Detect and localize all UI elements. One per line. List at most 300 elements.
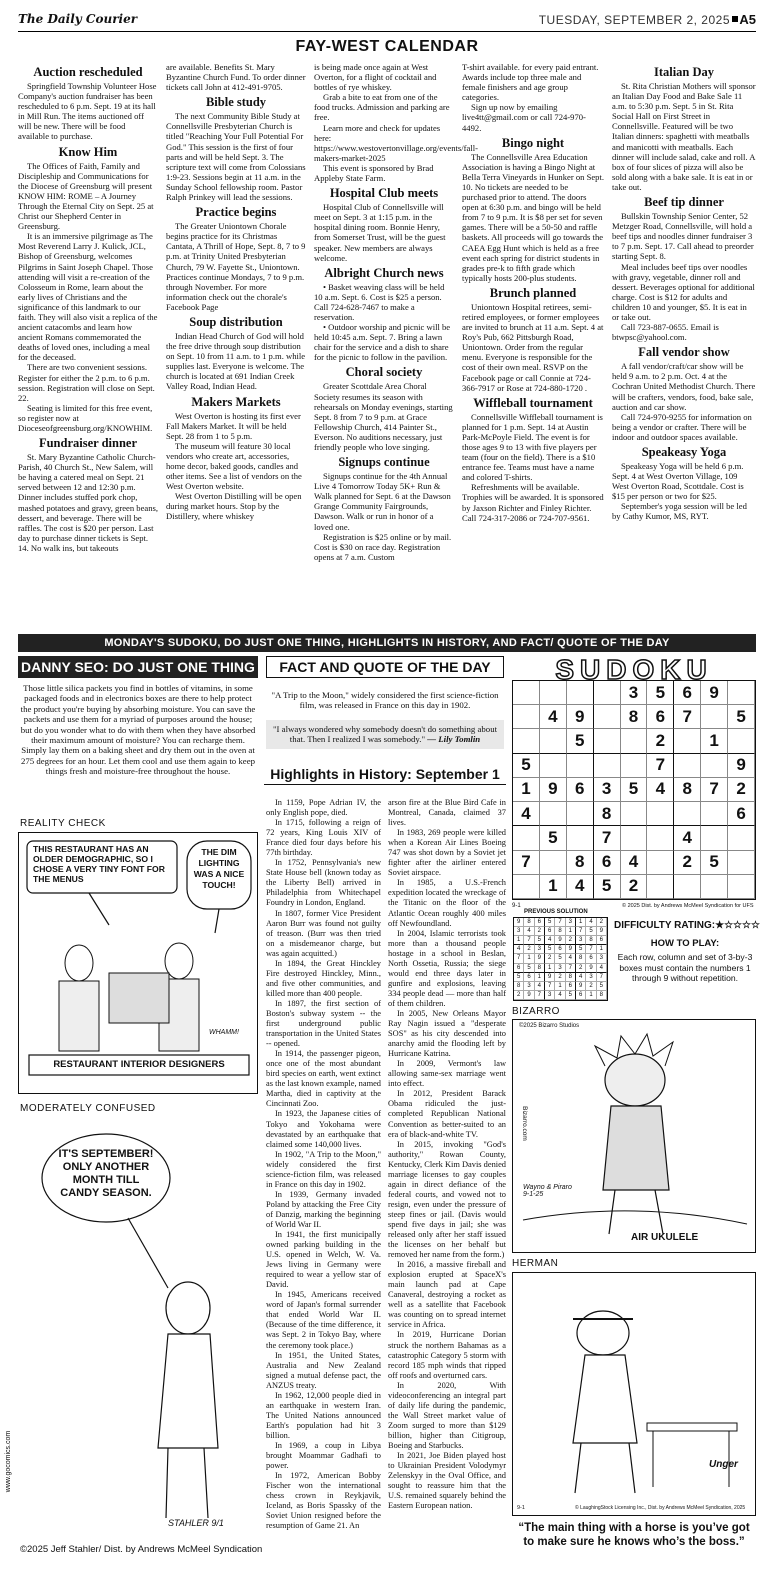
sudoku-cell[interactable]: 3 [594,778,621,802]
solution-cell: 9 [586,964,596,973]
solution-cell: 2 [597,918,607,927]
calendar-heading: Know Him [58,144,118,159]
sudoku-cell[interactable] [594,729,621,753]
calendar-paragraph: September's yoga session will be led by Cathy Kumor, MS, RYT. [612,501,747,522]
calendar-paragraph: Hospital Club of Connellsville will meet on Sept. 3 at 1:15 p.m. in the hospital dining room. Bonnie Henry, from Somerset Trust, will be the guest speaker. New members are always welcome. [314,202,446,263]
solution-cell: 3 [576,936,586,945]
sudoku-cell[interactable]: 4 [621,851,648,875]
solution-cell: 2 [576,964,586,973]
history-entry: In 1945, Americans received word of Japan's formal surrender that ended World War II. (Because of the time difference, it was Sept. 2 in Tokyo Bay, where the ceremony took place.) [266,1290,381,1350]
calendar-paragraph: Bullskin Township Senior Center, 52 Metzger Road, Connellsville, will hold a beef tips and noodles dinner fundraiser 3 to 7 p.m. Sept. 17. Call ahead to preorder starting Sept. 8. [612,211,754,262]
bizarro-comic [512,1019,756,1253]
reality-check-comic [18,832,258,1094]
moderately-confused-comic [5,1118,258,1540]
calendar-paragraph: Signups continue for the 4th Annual Live 4 Tomorrow Today 5K+ Run & Walk planned for Sept. 6 at the Dawson Grange Community Fairgrounds, Dawson. Walk or run in honor of a loved one. [314,471,451,532]
sudoku-cell[interactable] [674,729,701,753]
bizarro-label: BIZARRO [512,1006,560,1017]
solution-cell: 3 [535,945,545,954]
calendar-paragraph: is being made once again at West Overton, for a flight of cocktail and bottles of rye whiskey. [314,62,437,93]
calendar-paragraph: • Outdoor worship and picnic will be held 10:45 a.m. Sept. 7. Bring a lawn chair for the service and a dish to share for the picnic to follow in the pavilion. [314,322,451,363]
solution-cell: 1 [566,927,576,936]
solution-cell: 2 [514,991,524,1000]
sudoku-cell[interactable]: 9 [540,778,567,802]
sudoku-cell[interactable]: 8 [621,705,648,729]
calendar-paragraph: Speakeasy Yoga will be held 6 p.m. Sept. 4 at West Overton Village, 109 West Overton Road, Scottdale. Cost is $15 per person or two for $25. [612,461,744,502]
solution-cell: 1 [524,954,534,963]
herman-signature: Unger [709,1459,738,1470]
calendar-heading: Wiffleball tournament [473,395,593,410]
sudoku-cell[interactable] [701,875,728,899]
page-number: A5 [739,12,756,27]
calendar-paragraph: The Offices of Faith, Family and Discipleship and Communications for the Diocese of Greensburg will present KNOW HIM: ROME – A Journey Through the Eternal City on Sept. 25 at Christ our Shepherd Center in Greensburg. [18,160,154,232]
calendar-paragraph: Sign up now by emailing live4tt@gmail.com or call 724-970-4492. [462,102,586,133]
herman-caption: “The main thing with a horse is you’ve got to make sure he knows who’s the boss.” [518,1522,750,1548]
difficulty-label: DIFFICULTY RATING: [614,920,716,931]
history-entry: In 1939, Germany invaded Poland by attacking the Free City of Danzig, marking the beginning of World War II. [266,1189,381,1229]
solution-cell: 1 [555,982,565,991]
history-column-1 [266,798,381,1531]
solution-cell: 5 [524,964,534,973]
confused-signature: STAHLER 9/1 [168,1518,224,1528]
sudoku-cell[interactable]: 7 [647,754,674,778]
solution-cell: 9 [555,936,565,945]
sudoku-cell[interactable] [621,729,648,753]
solution-cell: 3 [514,927,524,936]
solution-cell: 3 [586,973,596,982]
sudoku-cell[interactable]: 1 [701,729,728,753]
sudoku-cell[interactable] [567,754,594,778]
solution-cell: 6 [586,954,596,963]
sudoku-cell[interactable] [513,729,540,753]
calendar-heading: Practice begins [195,205,277,220]
sudoku-number: 9-1 [512,903,521,909]
solution-cell: 9 [514,918,524,927]
bizarro-site: Bizarro.com [520,1106,528,1141]
how-to-play-text: Each row, column and set of 3-by-3 boxes must contain the numbers 1 through 9 without repetition. [617,952,753,983]
bizarro-signature: Wayno & Piraro 9-1-25 [523,1184,572,1198]
sudoku-cell[interactable] [621,802,648,826]
calendar-paragraph: Call 723-887-0655. Email is btwpsc@yahool.com. [612,322,719,343]
solution-cell: 7 [535,991,545,1000]
sudoku-cell[interactable] [567,826,594,850]
sudoku-cell[interactable]: 7 [674,705,701,729]
reality-bubble-2: THE DIM LIGHTING WAS A NICE TOUCH! [193,847,245,890]
solution-cell: 2 [535,927,545,936]
history-entry: In 1985, a U.S.-French expedition located the wreckage of the Titanic on the floor of the Atlantic Ocean roughly 400 miles off Newfoundland. [388,878,506,928]
sudoku-cell[interactable] [674,754,701,778]
sudoku-cell[interactable] [513,826,540,850]
solution-cell: 8 [566,973,576,982]
how-to-play-title: HOW TO PLAY: [650,938,720,949]
history-entry: In 1972, American Bobby Fischer won the international chess crown in Reykjavik, Iceland, as Boris Spassky of the Soviet Union resigned before the resumption of Game 21. An [266,1471,381,1531]
solution-cell: 8 [555,927,565,936]
solution-cell: 9 [576,982,586,991]
sudoku-cell[interactable] [647,802,674,826]
confused-credit: ©2025 Jeff Stahler/ Dist. by Andrews McMeel Syndication [20,1544,263,1555]
calendar-heading: Brunch planned [489,285,577,300]
calendar-heading: Choral society [345,365,423,380]
issue-date: TUESDAY, SEPTEMBER 2, 2025 [538,13,730,27]
history-entry: In 2019, Hurricane Dorian struck the northern Bahamas as a catastrophic Category 5 storm with record 185 mph winds that ripped off roofs and overturned cars. [388,1330,506,1380]
solution-cell: 6 [597,936,607,945]
solution-cell: 5 [586,927,596,936]
quote-author: — Lily Tomlin [427,734,481,745]
solution-cell: 8 [535,964,545,973]
sudoku-cell[interactable] [621,826,648,850]
history-entry: In 1941, the first municipally owned parking building in the U.S. opened in Welch, W. Va. Jews living in Germany were required to wear a yellow star of David. [266,1230,381,1290]
calendar-paragraph: Grab a bite to eat from one of the food trucks. Admission and parking are free. [314,92,450,123]
solution-cell: 2 [586,982,596,991]
sudoku-cell[interactable] [567,681,594,705]
calendar-paragraph: The Connellsville Area Education Association is having a Bingo Night at Bella Terra Vineyards in Hunker on Sept. 10. No tickets are needed to be purchased prior to attend. The doors open at 6:30 p.m. and bingo will be held from 7 to 9 p.m. It is $8 per set for seven games. There will be a 50-50 and raffle baskets. All proceeds will go towards the CAEA Egg Hunt which is held as a free event each spring for district students in grades pre-k to fifth grade which typically hosts 200-plus students. [462,151,604,283]
calendar-paragraph: West Overton Distilling will be open during market hours. Stop by the Distillery, where whiskey [166,491,302,522]
sudoku-cell[interactable]: 5 [647,681,674,705]
solution-cell: 6 [555,945,565,954]
solution-cell: 1 [576,918,586,927]
solution-cell: 7 [514,954,524,963]
history-entry: In 1159, Pope Adrian IV, the only English pope, died. [266,798,381,818]
solution-cell: 7 [524,936,534,945]
solution-cell: 5 [566,991,576,1000]
calendar-heading: Signups continue [338,455,430,470]
quote-text: "I always wondered why somebody doesn't do something about that. Then I realized I was somebody." [272,724,498,745]
solution-cell: 1 [535,973,545,982]
solution-cell: 2 [545,954,555,963]
calendar-column-3 [314,62,478,562]
history-entry: In 2015, invoking "God's authority," Rowan County, Kentucky, Clerk Kim Davis denied marriage licenses to gay couples again in direct defiance of the federal courts, and vowed not to resign, even under the pressure of steep fines or jail. (Davis would spend five days in jail; she was released only after her staff issued the licenses on her behalf but removed her name from the form.) [388,1139,506,1260]
sudoku-cell[interactable]: 6 [728,802,755,826]
calendar-heading: Beef tip dinner [644,195,724,210]
sudoku-cell[interactable]: 2 [728,778,755,802]
previous-solution-grid [513,917,608,1001]
sudoku-cell[interactable]: 9 [567,705,594,729]
section-banner: MONDAY'S SUDOKU, DO JUST ONE THING, HIGHLIGHTS IN HISTORY, AND FACT/ QUOTE OF THE DAY [18,634,756,652]
history-entry: In 1969, a coup in Libya brought Moammar Gadhafi to power. [266,1441,381,1471]
sudoku-cell[interactable]: 4 [647,778,674,802]
calendar-paragraph: Registration is $25 online or by mail. Cost is $30 on race day. Registration opens at 7 a.m. Custom [314,531,452,562]
sudoku-cell[interactable]: 5 [540,826,567,850]
solution-cell: 7 [566,964,576,973]
sudoku-copyright: © 2025 Dist. by Andrews McMeel Syndication for UFS [622,903,754,909]
calendar-paragraph: The museum will feature 30 local vendors who create art, accessories, home decor, baked goods, candles and other items. See a list of vendors on the West Overton website. [166,440,302,492]
calendar-heading: Soup distribution [189,314,283,329]
calendar-paragraph: West Overton is hosting its first ever Fall Makers Market. It will be held Sept. 28 from 1 to 5 p.m. [166,410,301,441]
solution-cell: 4 [555,991,565,1000]
sudoku-cell[interactable]: 6 [647,705,674,729]
history-entry: In 1983, 269 people were killed when a Korean Air Lines Boeing 747 was shot down by a Soviet jet fighter after the airliner entered Soviet airspace. [388,828,506,878]
solution-cell: 7 [586,945,596,954]
solution-cell: 3 [597,954,607,963]
solution-cell: 1 [545,964,555,973]
calendar-paragraph: St. Mary Byzantine Catholic Church-Parish, 40 Church St., New Salem, will be having a catered meal on Sept. 21 served between 12 and 12:30 p.m. Dinner includes stuffed pork chop, mashed potatoes and gravy, green beans, dessert, and beverage. There will be raffles. The cost is $20 per person. Last day to purchase dinner tickets is Sept. 14. No walk ins, but takeouts [18,452,158,553]
solution-cell: 4 [545,936,555,945]
solution-cell: 9 [566,945,576,954]
sudoku-cell[interactable] [701,826,728,850]
sudoku-cell[interactable]: 2 [647,729,674,753]
square-bullet-icon [732,16,738,22]
calendar-paragraph: Call 724-970-9255 for information on being a vendor or crafter. There will be indoor and outdoor spaces available. [612,411,752,442]
sudoku-cell[interactable]: 5 [701,851,728,875]
calendar-column-5 [612,62,756,522]
calendar-paragraph: St. Rita Christian Mothers will sponsor an Italian Day Food and Bake Sale 11 a.m. to 5:30 p.m. Sept. 5 in St. Rita Social Hall on First Street in Connellsville. Featured will be two Italian dinners: spaghetti with meatballs and manicotti with meatballs. Each dinner will include salad, cake and roll. A box of four slices of pizza will also be sold along with a bake sale. It is eat in or take out. [612,81,756,192]
solution-cell: 5 [555,954,565,963]
sudoku-cell[interactable]: 6 [674,681,701,705]
solution-cell: 8 [576,954,586,963]
calendar-heading: Speakeasy Yoga [641,445,727,459]
masthead [18,10,756,32]
solution-cell: 7 [576,927,586,936]
sudoku-cell[interactable]: 8 [674,778,701,802]
solution-cell: 9 [535,954,545,963]
calendar-paragraph: Connellsville Wiffleball tournament is planned for 1 p.m. Sept. 14 at Austin Park-McPoyle Field. The event is for those ages 9 to 13 with five players per team (four on the field). There is a $10 entrance fee. Teams must have a name and colored T-shirts. [462,411,603,483]
sudoku-cell[interactable]: 9 [701,681,728,705]
sudoku-cell[interactable]: 2 [674,851,701,875]
calendar-heading: Hospital Club meets [329,186,439,201]
history-entry: In 1914, the passenger pigeon, once one of the most abundant bird species on earth, went extinct as the last known example, named Martha, died in captivity at the Cincinnati Zoo. [266,1049,381,1109]
herman-drawing [513,1273,757,1517]
bizarro-caption: AIR UKULELE [631,1232,699,1243]
sudoku-cell[interactable] [594,705,621,729]
gocomics-site: www.gocomics.com [5,1430,13,1493]
sudoku-cell[interactable]: 5 [513,754,540,778]
calendar-column-4 [462,62,604,523]
sudoku-cell[interactable] [647,851,674,875]
solution-cell: 9 [545,973,555,982]
solution-cell: 4 [535,982,545,991]
sudoku-title: SUDOKU [555,654,713,685]
sudoku-cell[interactable] [540,802,567,826]
danny-seo-text: Those little silica packets you find in bottles of vitamins, in some packaged foods and in electronics boxes are there to help protect the product you're buying by absorbing moisture. You can save the packets and use them for a myriad of purposes around the house; but do you wonder what to do with them when they have absorbed their maximum amount of moisture? You can recharge them. Simply lay them on a baking sheet and dry them out in the oven at 275 degrees for an hour. Let them cool and use them again to keep things fresh and moisture-free throughout the house. [20,683,256,777]
history-entry: In 2021, Joe Biden played host to Ukrainian President Volodymyr Zelenskyy in the Oval Office, and sought to reassure him that the U.S. remained squarely behind the Eastern European nation. [388,1451,506,1511]
solution-cell: 6 [535,918,545,927]
history-entry: In 2005, New Orleans Mayor Ray Nagin issued a "desperate SOS" as his city descended into anarchy amid the flooding left by Hurricane Katrina. [388,1008,506,1059]
solution-cell: 2 [524,945,534,954]
calendar-paragraph: Meal includes beef tips over noodles with gravy, vegetable, dinner roll and dessert. Beverages optional for additional charge. Cost is $12 for adults and children 10 and younger, $5. It is eat in or take out. [612,261,755,322]
sudoku-cell[interactable] [674,802,701,826]
sudoku-cell[interactable]: 8 [594,802,621,826]
newspaper-logo: The Daily Courier [18,12,138,26]
history-entry: In 1902, "A Trip to the Moon," widely considered the first science-fiction film, was released in France on this day in 1902. [266,1149,381,1189]
sudoku-cell[interactable]: 4 [513,802,540,826]
bizarro-credit: ©2025 Bizarro Studios [519,1023,580,1029]
solution-cell: 1 [586,991,596,1000]
sudoku-cell[interactable] [728,729,755,753]
calendar-paragraph: Learn more and check for updates here: https://www.westovertonvillage.org/events/fall-makers-market-2025 [314,122,478,163]
calendar-paragraph: It is an immersive pilgrimage as The Most Reverend Larry J. Kulick, JCL, Bishop of Greensburg, welcomes Pilgrims in Saint Joseph Chapel. Those attending will visit a re-creation of the Colosseum in Rome, learn about the early lives of Christians and the significance of this landmark to our faith. They will also visit a replica of the ancient catacombs and learn how ancient Romans commemorated the deaths of loved ones, including a meal for the deceased. [18,231,158,363]
solution-cell: 4 [576,973,586,982]
sudoku-cell[interactable] [594,681,621,705]
previous-solution-label: PREVIOUS SOLUTION [524,909,588,915]
calendar-paragraph: Uniontown Hospital retirees, semi-retired employees, or former employees are invited to brunch at 11 a.m. Sept. 4 at Roy's Pub, 662 Pittsburgh Road, Uniontown. Order from the regular menu. Everyone is responsible for the cost of their own meal. RSVP on the Facebook page or call Connie at 724-366-7917 or Rose at 724-880-1720 . [462,301,604,393]
calendar-paragraph: Springfield Township Volunteer Hose Company's auction fundraiser has been rescheduled to 6 p.m. Sept. 19 at its hall in Mill Run. The items auctioned off will be new. There will be food available to purchase. [18,81,157,142]
calendar-heading: Italian Day [653,65,715,79]
solution-cell: 8 [514,982,524,991]
history-entry: In 1962, 12,000 people died in an earthquake in western Iran. The United Nations announced Earth's population had hit 3 billion. [266,1390,381,1440]
calendar-column-1 [18,62,158,553]
bizarro-drawing [513,1020,757,1254]
history-entry: In 1715, following a reign of 72 years, King Louis XIV of France died four days before his 77th birthday. [266,818,381,858]
calendar-paragraph: This event is sponsored by Brad Appleby State Farm. [314,162,434,184]
sudoku-cell[interactable] [513,875,540,899]
calendar-heading: Fundraiser dinner [38,436,138,451]
solution-cell: 6 [576,991,586,1000]
sudoku-cell[interactable]: 5 [567,729,594,753]
sudoku-grid[interactable] [512,680,756,900]
calendar-column-2 [166,62,306,522]
reality-bubble-1: THIS RESTAURANT HAS AN OLDER DEMOGRAPHIC, SO I CHOSE A VERY TINY FONT FOR THE MENUS [33,844,165,884]
sudoku-cell[interactable]: 5 [728,705,755,729]
sudoku-cell[interactable]: 5 [621,778,648,802]
moderately-confused-label: MODERATELY CONFUSED [20,1103,156,1114]
solution-cell: 1 [514,936,524,945]
herman-credit: © LaughingStock Licensing Inc., Dist. by Andrews McMeel Syndication, 2025 [575,1505,746,1511]
solution-cell: 5 [545,918,555,927]
difficulty-rating [614,920,760,931]
history-column-2 [388,798,506,1511]
calendar-paragraph: are available. Benefits St. Mary Byzantine Church Fund. To order dinner tickets call John at 412-491-9705. [166,62,306,93]
danny-seo-header: DANNY SEO: DO JUST ONE THING [18,656,258,678]
sudoku-cell[interactable]: 4 [540,705,567,729]
calendar-heading: Bingo night [501,135,565,150]
solution-cell: 2 [566,936,576,945]
solution-cell: 5 [545,945,555,954]
sudoku-cell[interactable] [567,802,594,826]
quote-of-the-day [266,720,504,749]
sudoku-cell[interactable]: 1 [540,875,567,899]
sudoku-cell[interactable] [728,875,755,899]
solution-cell: 8 [586,936,596,945]
solution-cell: 9 [524,991,534,1000]
history-header: Highlights in History: September 1 [264,766,506,785]
calendar-heading: Bible study [205,95,267,110]
history-entry: In 1752, Pennsylvania's new State House bell (known today as the Liberty Bell) arrived in Philadelphia from Whitechapel Foundry in London, England. [266,858,381,908]
reality-signature: WHAMM! [209,1029,239,1036]
sudoku-cell[interactable] [728,826,755,850]
calendar-paragraph: The Greater Uniontown Chorale begins practice for its Christmas Cantata, A Thrill of Hope, Sept. 8, 7 to 9 p.m. at Trinity United Presbyterian Church, 79 W. Fayette St., Uniontown. Practices continue Mondays, 7 to 9 p.m. through November. For more information check out the chorale's Facebook Page [166,221,306,312]
herman-label: HERMAN [512,1258,559,1269]
fact-quote-header: FACT AND QUOTE OF THE DAY [266,656,504,678]
solution-cell: 9 [597,927,607,936]
reality-sign: RESTAURANT INTERIOR DESIGNERS [53,1059,225,1070]
difficulty-stars-icon: ★☆☆☆☆ [715,920,760,931]
sudoku-cell[interactable] [621,754,648,778]
sudoku-cell[interactable] [674,875,701,899]
solution-cell: 1 [597,945,607,954]
solution-cell: 4 [524,927,534,936]
history-entry: In 1897, the first section of Boston's subway system -- the first underground public transportation in the United States -- opened. [266,998,381,1049]
calendar-paragraph: There are two convenient sessions. Register for either the 2 p.m. to 6 p.m. session. Registration will close on Sept. 22. [18,362,155,403]
solution-cell: 5 [514,973,524,982]
solution-cell: 8 [597,991,607,1000]
sudoku-cell[interactable] [728,681,755,705]
sudoku-cell[interactable] [701,754,728,778]
calendar-paragraph: Refreshments will be available. Trophies will be awarded. It is sponsored by Jaxson Richter and Finley Richter. Call 724-317-2086 or 724-707-9561. [462,482,604,523]
solution-cell: 7 [597,973,607,982]
solution-cell: 6 [524,973,534,982]
sudoku-cell[interactable] [701,802,728,826]
solution-cell: 6 [514,964,524,973]
sudoku-cell[interactable]: 8 [567,851,594,875]
calendar-paragraph: • Basket weaving class will be held 10 a.m. Sept. 6. Cost is $25 a person. Call 724-628-7467 to make a reservation. [314,281,445,322]
calendar-paragraph: A fall vendor/craft/car show will be held 9 a.m. to 2 p.m. Oct. 4 at the Cochran United Methodist Church. There will be crafters, vendors, food, bake sale, auction and car show. [612,361,756,412]
sudoku-cell[interactable]: 5 [594,875,621,899]
solution-cell: 4 [566,954,576,963]
calendar-paragraph: T-shirt available. for every paid entrant. Awards include top three male and female finishers and age group categories. [462,62,599,103]
reality-check-label: REALITY CHECK [20,818,106,829]
sudoku-cell[interactable]: 7 [513,851,540,875]
calendar-heading: Albright Church news [324,265,444,280]
sudoku-cell[interactable] [540,754,567,778]
sudoku-cell[interactable] [647,875,674,899]
solution-cell: 4 [514,945,524,954]
sudoku-cell[interactable] [513,681,540,705]
fay-west-calendar-title: FAY-WEST CALENDAR [295,38,479,55]
solution-cell: 2 [555,973,565,982]
history-entry: In 1894, the Great Hinckley Fire destroyed Hinckley, Minn., and five other communities, and killed more than 400 people. [266,958,381,998]
confused-bubble: IT'S SEPTEMBER! ONLY ANOTHER MONTH TILL CANDY SEASON. [58,1148,154,1199]
calendar-heading: Fall vendor show [638,345,730,360]
solution-cell: 3 [555,964,565,973]
history-entry: In 2004, Islamic terrorists took more than a thousand people hostage in a school in Beslan, North Ossetia, Russia; the siege would end three days later in gunfire and explosions, leaving 334 people dead — more than half of them children. [388,928,506,1008]
history-entry: In 2012, President Barack Obama ridiculed the just-completed Republican National Convention as better-suited to an era of black-and-white TV. [388,1089,506,1139]
solution-cell: 7 [555,918,565,927]
history-entry: In 2009, Vermont's law allowing same-sex marriage went into effect. [388,1059,506,1089]
sudoku-cell[interactable]: 4 [567,875,594,899]
calendar-heading: Auction rescheduled [33,65,143,79]
herman-comic [512,1272,756,1516]
sudoku-cell[interactable] [540,681,567,705]
fact-of-the-day: "A Trip to the Moon," widely considered the first science-fiction film, was released in France on this day in 1902. [271,690,499,711]
calendar-paragraph: Indian Head Church of God will hold the free drive through soup distribution on Sept. 10 from 11 a.m. to 1 p.m. while supplies last. Everyone is welcome. The church is located at 691 Indian Creek Valley Road, Indian Head. [166,330,306,392]
sudoku-cell[interactable]: 6 [567,778,594,802]
calendar-paragraph: Seating is limited for this free event, so register now at Dioceseofgreensburg.org/KNOWHIM. [18,402,153,433]
solution-cell: 3 [545,991,555,1000]
history-entry: In 2016, a massive fireball and explosion erupted at SpaceX's main launch pad at Cape Canaveral, destroying a rocket as well as a satellite that Facebook was counting on to spread internet service in Africa. [388,1260,506,1330]
sudoku-cell[interactable]: 1 [513,778,540,802]
sudoku-cell[interactable]: 2 [621,875,648,899]
sudoku-cell[interactable]: 7 [701,778,728,802]
sudoku-cell[interactable] [701,705,728,729]
solution-cell: 3 [524,982,534,991]
solution-cell: 4 [597,964,607,973]
solution-cell: 5 [576,945,586,954]
solution-cell: 5 [535,936,545,945]
sudoku-cell[interactable] [540,729,567,753]
calendar-heading: Makers Markets [191,394,281,409]
herman-number: 9-1 [517,1505,525,1511]
sudoku-cell[interactable]: 3 [621,681,648,705]
sudoku-cell[interactable]: 7 [594,826,621,850]
solution-cell: 6 [545,927,555,936]
sudoku-cell[interactable] [647,826,674,850]
history-entry: In 1807, former Vice President Aaron Burr was found not guilty of treason. (Burr was then tried on a misdemeanor charge, but was again acquitted.) [266,908,381,958]
calendar-paragraph: The next Community Bible Study at Connellsville Presbyterian Church is titled "Reaching Your Full Potential For God." This session is the first of four parts and will be held Sept. 3. The scripture text will come from Colossians 1:9-23. Sessions begin at 11 a.m. in the Sunday School fellowship room. Pastor Ralph Prinkey will lead the sessions. [166,111,306,203]
sudoku-cell[interactable] [513,705,540,729]
history-entry: arson fire at the Blue Bird Cafe in Montreal, Canada, claimed 37 lives. [388,798,506,828]
solution-cell: 8 [524,918,534,927]
sudoku-cell[interactable] [594,754,621,778]
history-entry: In 2020, With videoconferencing an integral part of daily life during the pandemic, the Wall Street market value of Zoom surged to more than $129 billion, higher than Citigroup, Boeing and Starbucks. [388,1380,506,1450]
calendar-paragraph: Greater Scottdale Area Choral Society resumes its season with rehearsals on Monday evenings, starting Sept. 8 from 7 to 9 p.m. at Grace Fellowship Church, 414 Painter St., Everson. No auditions necessary, just friendly people who love singing. [314,381,453,452]
sudoku-cell[interactable]: 6 [594,851,621,875]
sudoku-cell[interactable]: 4 [674,826,701,850]
history-entry: In 1951, the United States, Australia and New Zealand signed a mutual defense pact, the ANZUS treaty. [266,1350,381,1390]
sudoku-cell[interactable] [728,851,755,875]
sudoku-cell[interactable] [540,851,567,875]
sudoku-cell[interactable]: 9 [728,754,755,778]
solution-cell: 7 [545,982,555,991]
solution-cell: 5 [597,982,607,991]
